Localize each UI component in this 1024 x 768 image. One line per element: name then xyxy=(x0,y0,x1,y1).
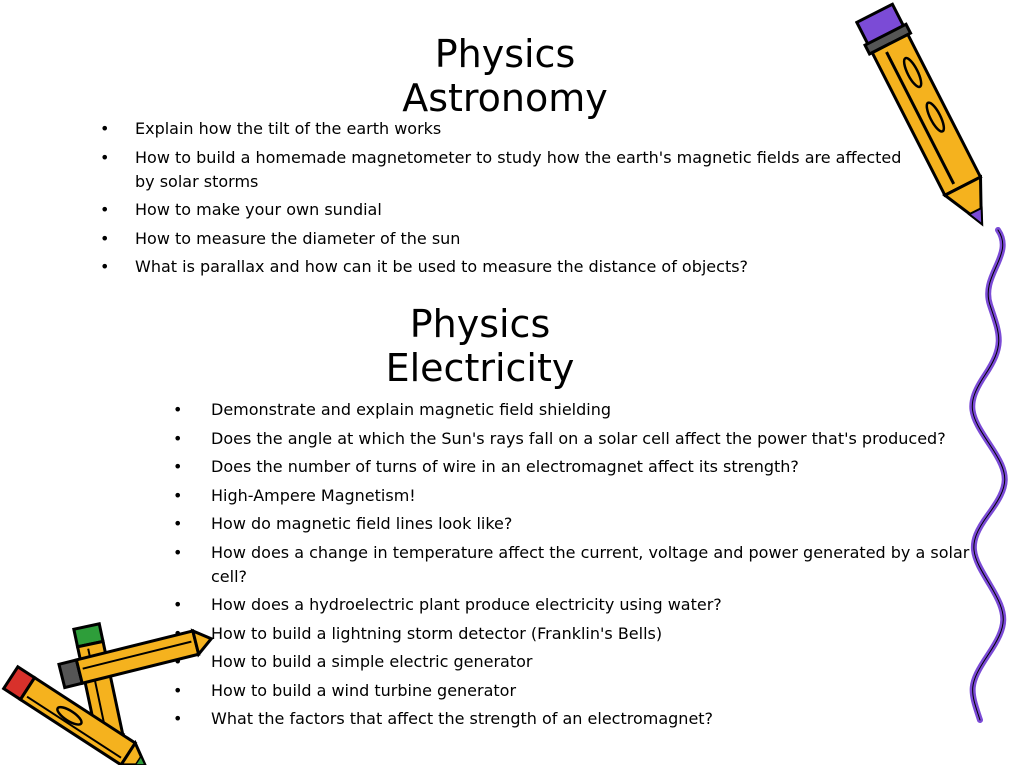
title-line-1: Physics xyxy=(409,302,551,346)
list-item: • Demonstrate and explain magnetic field shielding xyxy=(211,398,991,422)
list-item: • High-Ampere Magnetism! xyxy=(211,484,991,508)
section-title-astronomy xyxy=(340,32,670,120)
list-item: • How to make your own sundial xyxy=(135,198,915,222)
list-item: • How does a change in temperature affect the current, voltage and power generated by a solar cell? xyxy=(211,541,991,589)
pencil-icon xyxy=(855,0,1005,245)
electricity-topic-list xyxy=(211,398,991,736)
list-item: • Explain how the tilt of the earth works xyxy=(135,117,915,141)
title-line-2: Astronomy xyxy=(402,76,608,120)
list-item: • How to build a homemade magnetometer to study how the earth's magnetic fields are affected by solar storms xyxy=(135,146,915,194)
list-item: • How does a hydroelectric plant produce electricity using water? xyxy=(211,593,991,617)
list-item: • Does the angle at which the Sun's rays fall on a solar cell affect the power that's produced? xyxy=(211,427,991,451)
list-item: • How to build a lightning storm detector (Franklin's Bells) xyxy=(211,622,991,646)
astronomy-topic-list xyxy=(135,117,915,284)
list-item: • What the factors that affect the strength of an electromagnet? xyxy=(211,707,991,731)
list-item: • How to measure the diameter of the sun xyxy=(135,227,915,251)
list-item: • What is parallax and how can it be used to measure the distance of objects? xyxy=(135,255,915,279)
list-item: • How do magnetic field lines look like? xyxy=(211,512,991,536)
list-item: • How to build a wind turbine generator xyxy=(211,679,991,703)
section-title-electricity xyxy=(315,302,645,390)
squiggle-line xyxy=(960,225,1020,725)
crossed-pencils-icon xyxy=(0,615,215,765)
title-line-2: Electricity xyxy=(385,346,575,390)
list-item: • Does the number of turns of wire in an electromagnet affect its strength? xyxy=(211,455,991,479)
title-line-1: Physics xyxy=(434,32,576,76)
list-item: • How to build a simple electric generator xyxy=(211,650,991,674)
